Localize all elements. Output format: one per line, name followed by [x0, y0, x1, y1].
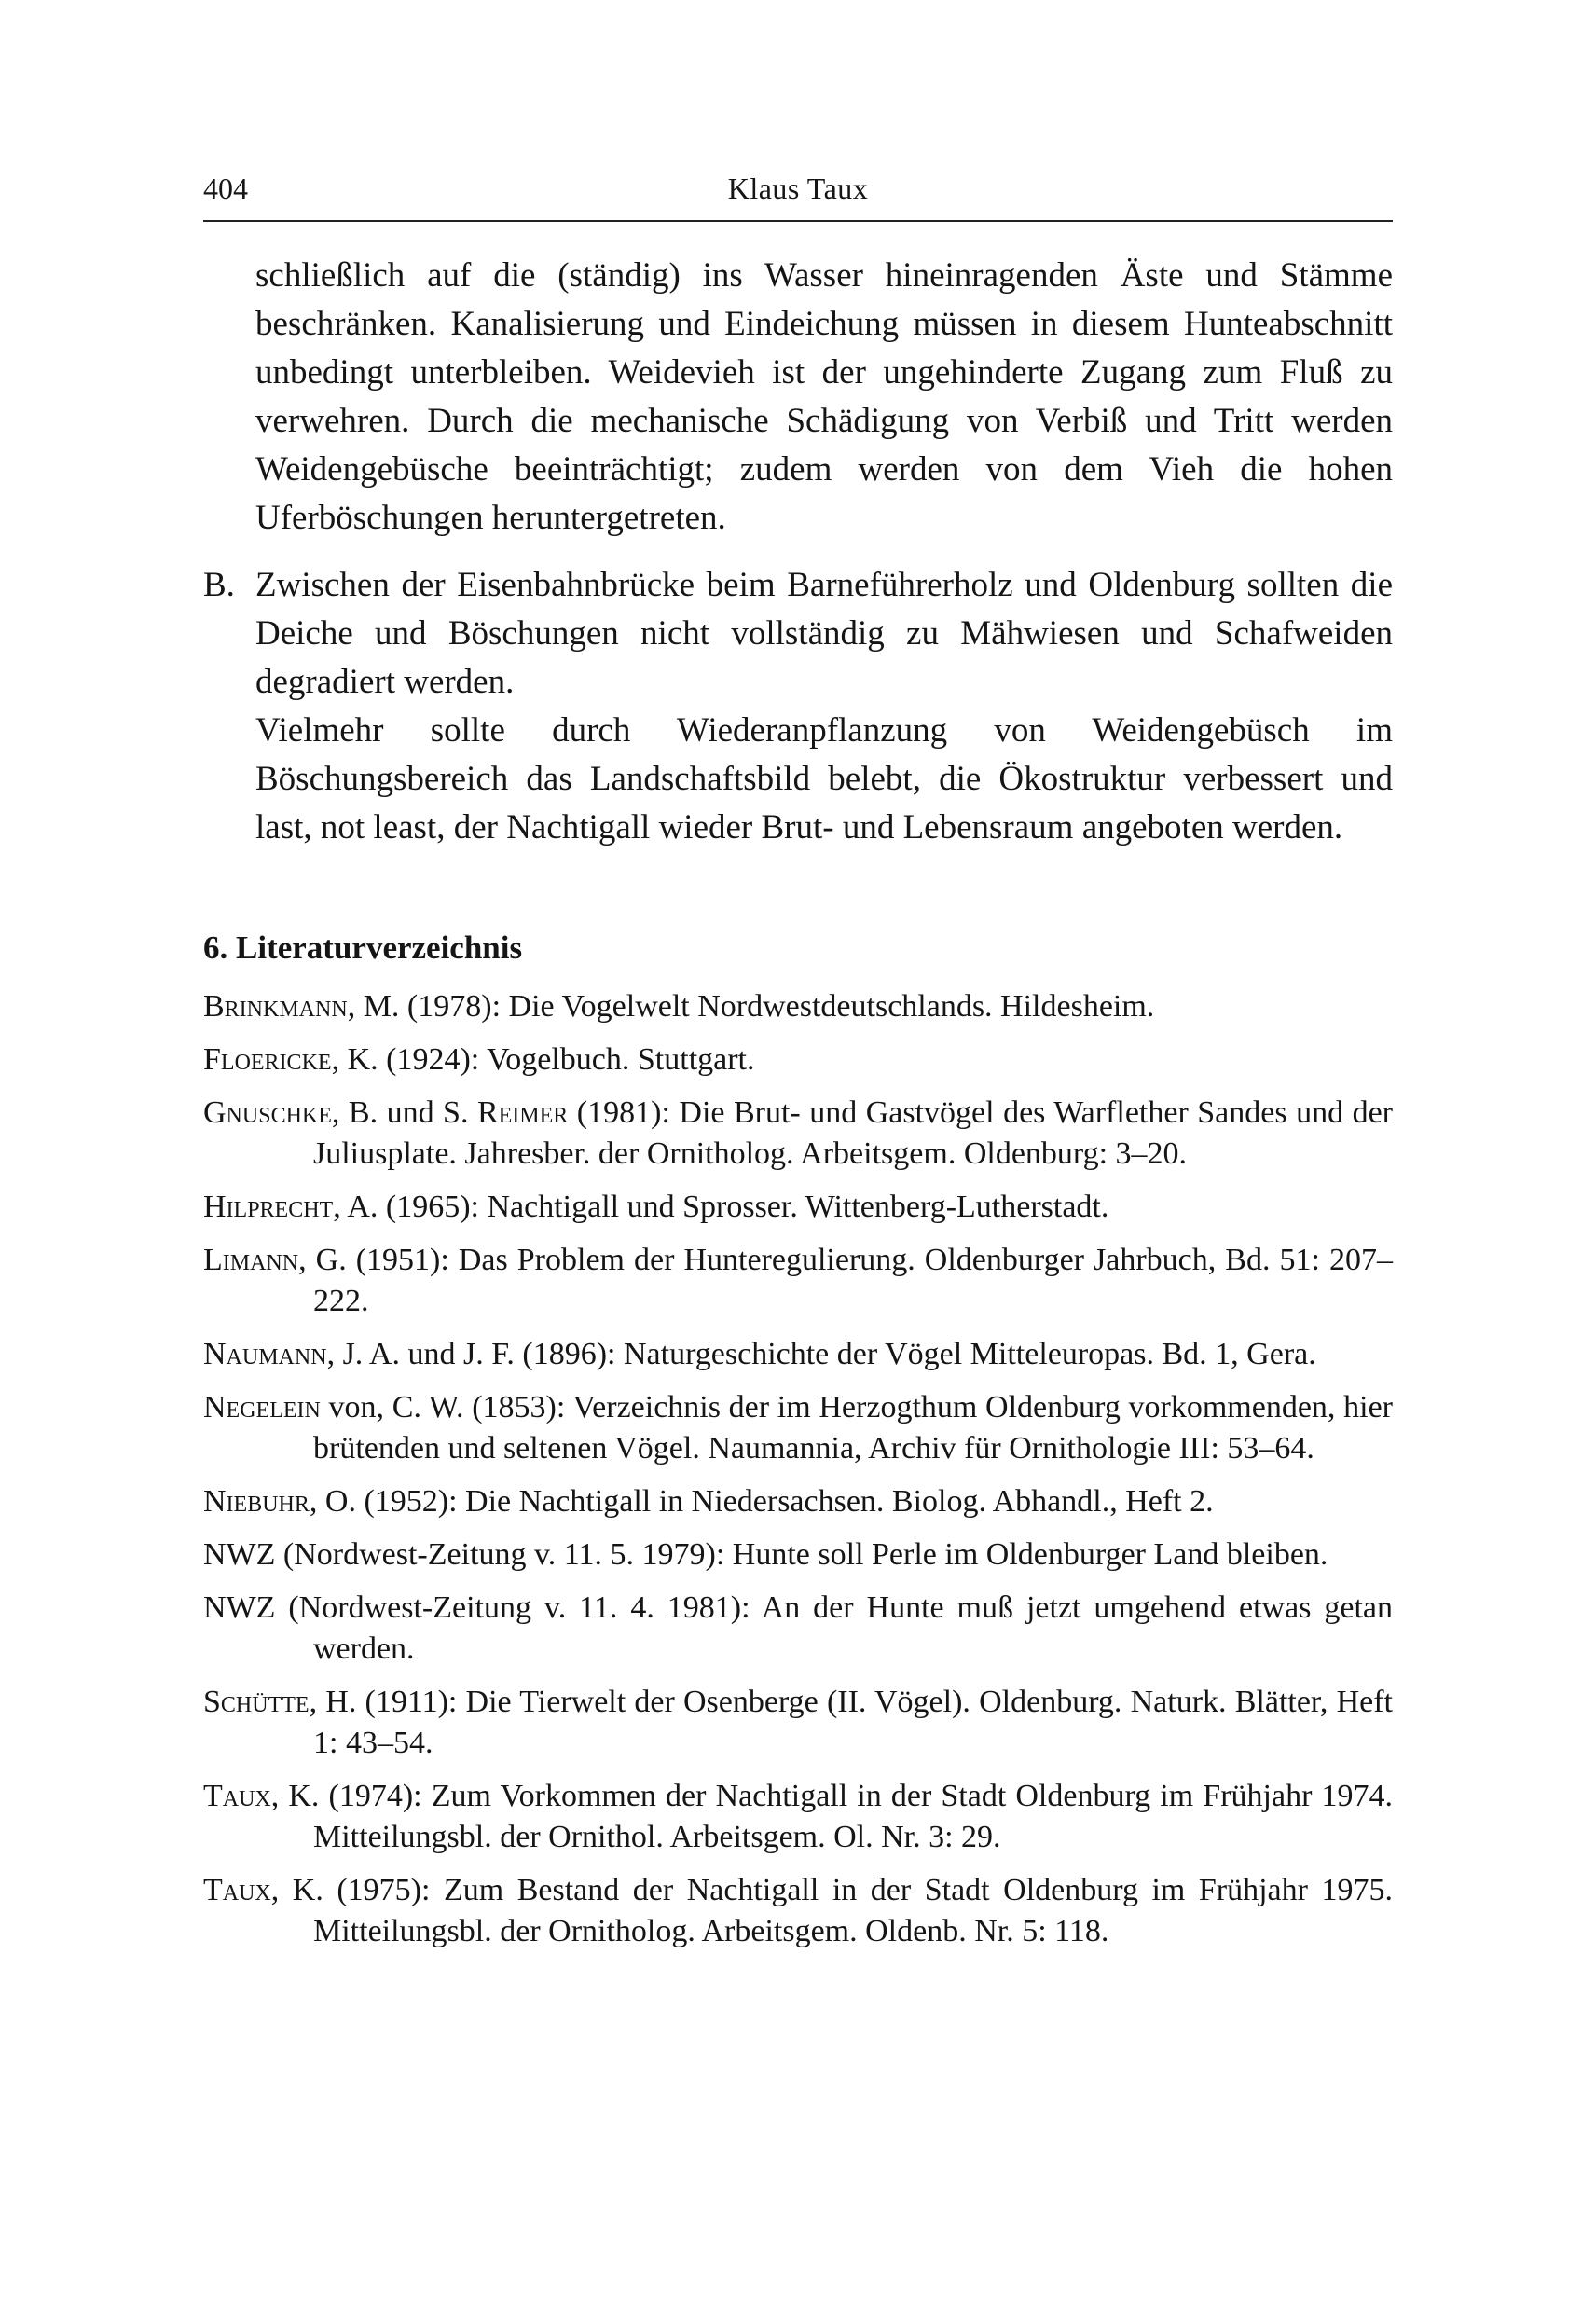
reference-item [203, 986, 1393, 1027]
reference-author: Taux [203, 1873, 271, 1907]
list-item-b [203, 561, 1393, 852]
reference-list [203, 986, 1393, 1952]
main-text [203, 252, 1393, 1964]
reference-item [203, 1334, 1393, 1375]
reference-item [203, 1588, 1393, 1670]
reference-item [203, 1039, 1393, 1080]
reference-item [203, 1776, 1393, 1858]
reference-author: Brinkmann [203, 989, 348, 1024]
reference-item [203, 1682, 1393, 1764]
reference-item [203, 1387, 1393, 1469]
running-title: Klaus Taux [727, 172, 869, 205]
reference-text: , K. (1974): Zum Vorkommen der Nachtigall in der Stadt Oldenburg im Frühjahr 1974. Mitteilungsbl. der Ornithol. Arbeitsgem. Ol. Nr. 3: 29. [270, 1779, 1393, 1854]
reference-text: von, C. W. (1853): Verzeichnis der im Herzogthum Oldenburg vorkommenden, hier brütenden und seltenen Vögel. Naumannia, Archiv für Ornithologie III: 53–64. [313, 1390, 1393, 1466]
reference-text: , K. (1924): Vogelbuch. Stuttgart. [331, 1042, 755, 1077]
reference-text: , B. und S. [331, 1095, 477, 1130]
reference-author: Hilprecht [203, 1190, 334, 1224]
reference-author: Schütte [203, 1685, 310, 1719]
reference-item [203, 1093, 1393, 1175]
reference-item [203, 1870, 1393, 1952]
reference-item [203, 1240, 1393, 1322]
reference-author: Limann [203, 1243, 299, 1277]
page-number: 404 [203, 172, 248, 205]
reference-text: , K. (1975): Zum Bestand der Nachtigall in der Stadt Oldenburg im Frühjahr 1975. Mitteilungsbl. der Ornitholog. Arbeitsgem. Oldenb. Nr. 5: 118. [270, 1873, 1393, 1948]
reference-coauthor: Reimer [476, 1095, 569, 1130]
reference-item [203, 1481, 1393, 1522]
running-header [203, 170, 1393, 216]
reference-text: NWZ (Nordwest-Zeitung v. 11. 4. 1981): An der Hunte muß jetzt umgehend etwas getan werden. [203, 1590, 1393, 1666]
reference-text: , A. (1965): Nachtigall und Sprosser. Wittenberg-Lutherstadt. [333, 1190, 1109, 1224]
reference-text: NWZ (Nordwest-Zeitung v. 11. 5. 1979): Hunte soll Perle im Oldenburger Land bleiben. [203, 1537, 1328, 1572]
reference-text: , M. (1978): Die Vogelwelt Nordwestdeutschlands. Hildesheim. [347, 989, 1155, 1024]
reference-author: Niebuhr [203, 1484, 310, 1519]
reference-text: , G. (1951): Das Problem der Hunteregulierung. Oldenburger Jahrbuch, Bd. 51: 207–222. [298, 1243, 1393, 1318]
paragraph-intro: schließlich auf die (ständig) ins Wasser hineinragenden Äste und Stämme beschränken. Kanalisierung und Eindeichung müssen in diesem Hunteabschnitt unbedingt unterbleiben. Weidevieh ist der ungehinderte Zugang zum Fluß zu verwehren. Durch die mechanische Schädigung von Verbiß und Tritt werden Weidengebüsche beeinträchtigt; zudem werden von dem Vieh die hohen Uferböschungen heruntergetreten. [255, 256, 1393, 537]
reference-author: Taux [203, 1779, 271, 1813]
list-item-b-text-2: Vielmehr sollte durch Wiederanpflanzung von Weidengebüsch im Böschungsbereich das Landschaftsbild belebt, die Ökostruktur verbessert und last, not least, der Nachtigall wieder Brut- und Lebensraum angeboten werden. [255, 711, 1393, 846]
reference-author: Gnuschke [203, 1095, 332, 1130]
reference-author: Negelein [203, 1390, 321, 1424]
reference-text: , J. A. und J. F. (1896): Naturgeschichte der Vögel Mitteleuropas. Bd. 1, Gera. [326, 1337, 1316, 1371]
reference-author: Naumann [203, 1337, 327, 1371]
list-marker-b: B. [203, 566, 235, 604]
reference-item [203, 1534, 1393, 1576]
section-heading: 6. Literaturverzeichnis [203, 929, 523, 966]
reference-author: Floericke [203, 1042, 332, 1077]
reference-item [203, 1187, 1393, 1228]
reference-text-continued: (1981): Die Brut- und Gastvögel des Warflether Sandes und der Juliusplate. Jahresber. der Ornitholog. Arbeitsgem. Oldenburg: 3–20. [313, 1095, 1393, 1171]
list-item-b-text-1: Zwischen der Eisenbahnbrücke beim Barneführerholz und Oldenburg sollten die Deiche und Böschungen nicht vollständig zu Mähwiesen und Schafweiden degradiert werden. [255, 566, 1393, 701]
reference-text: , H. (1911): Die Tierwelt der Osenberge (II. Vögel). Oldenburg. Naturk. Blätter, Heft 1: 43–54. [309, 1685, 1393, 1760]
reference-text: , O. (1952): Die Nachtigall in Niedersachsen. Biolog. Abhandl., Heft 2. [309, 1484, 1214, 1519]
header-rule [203, 220, 1393, 222]
